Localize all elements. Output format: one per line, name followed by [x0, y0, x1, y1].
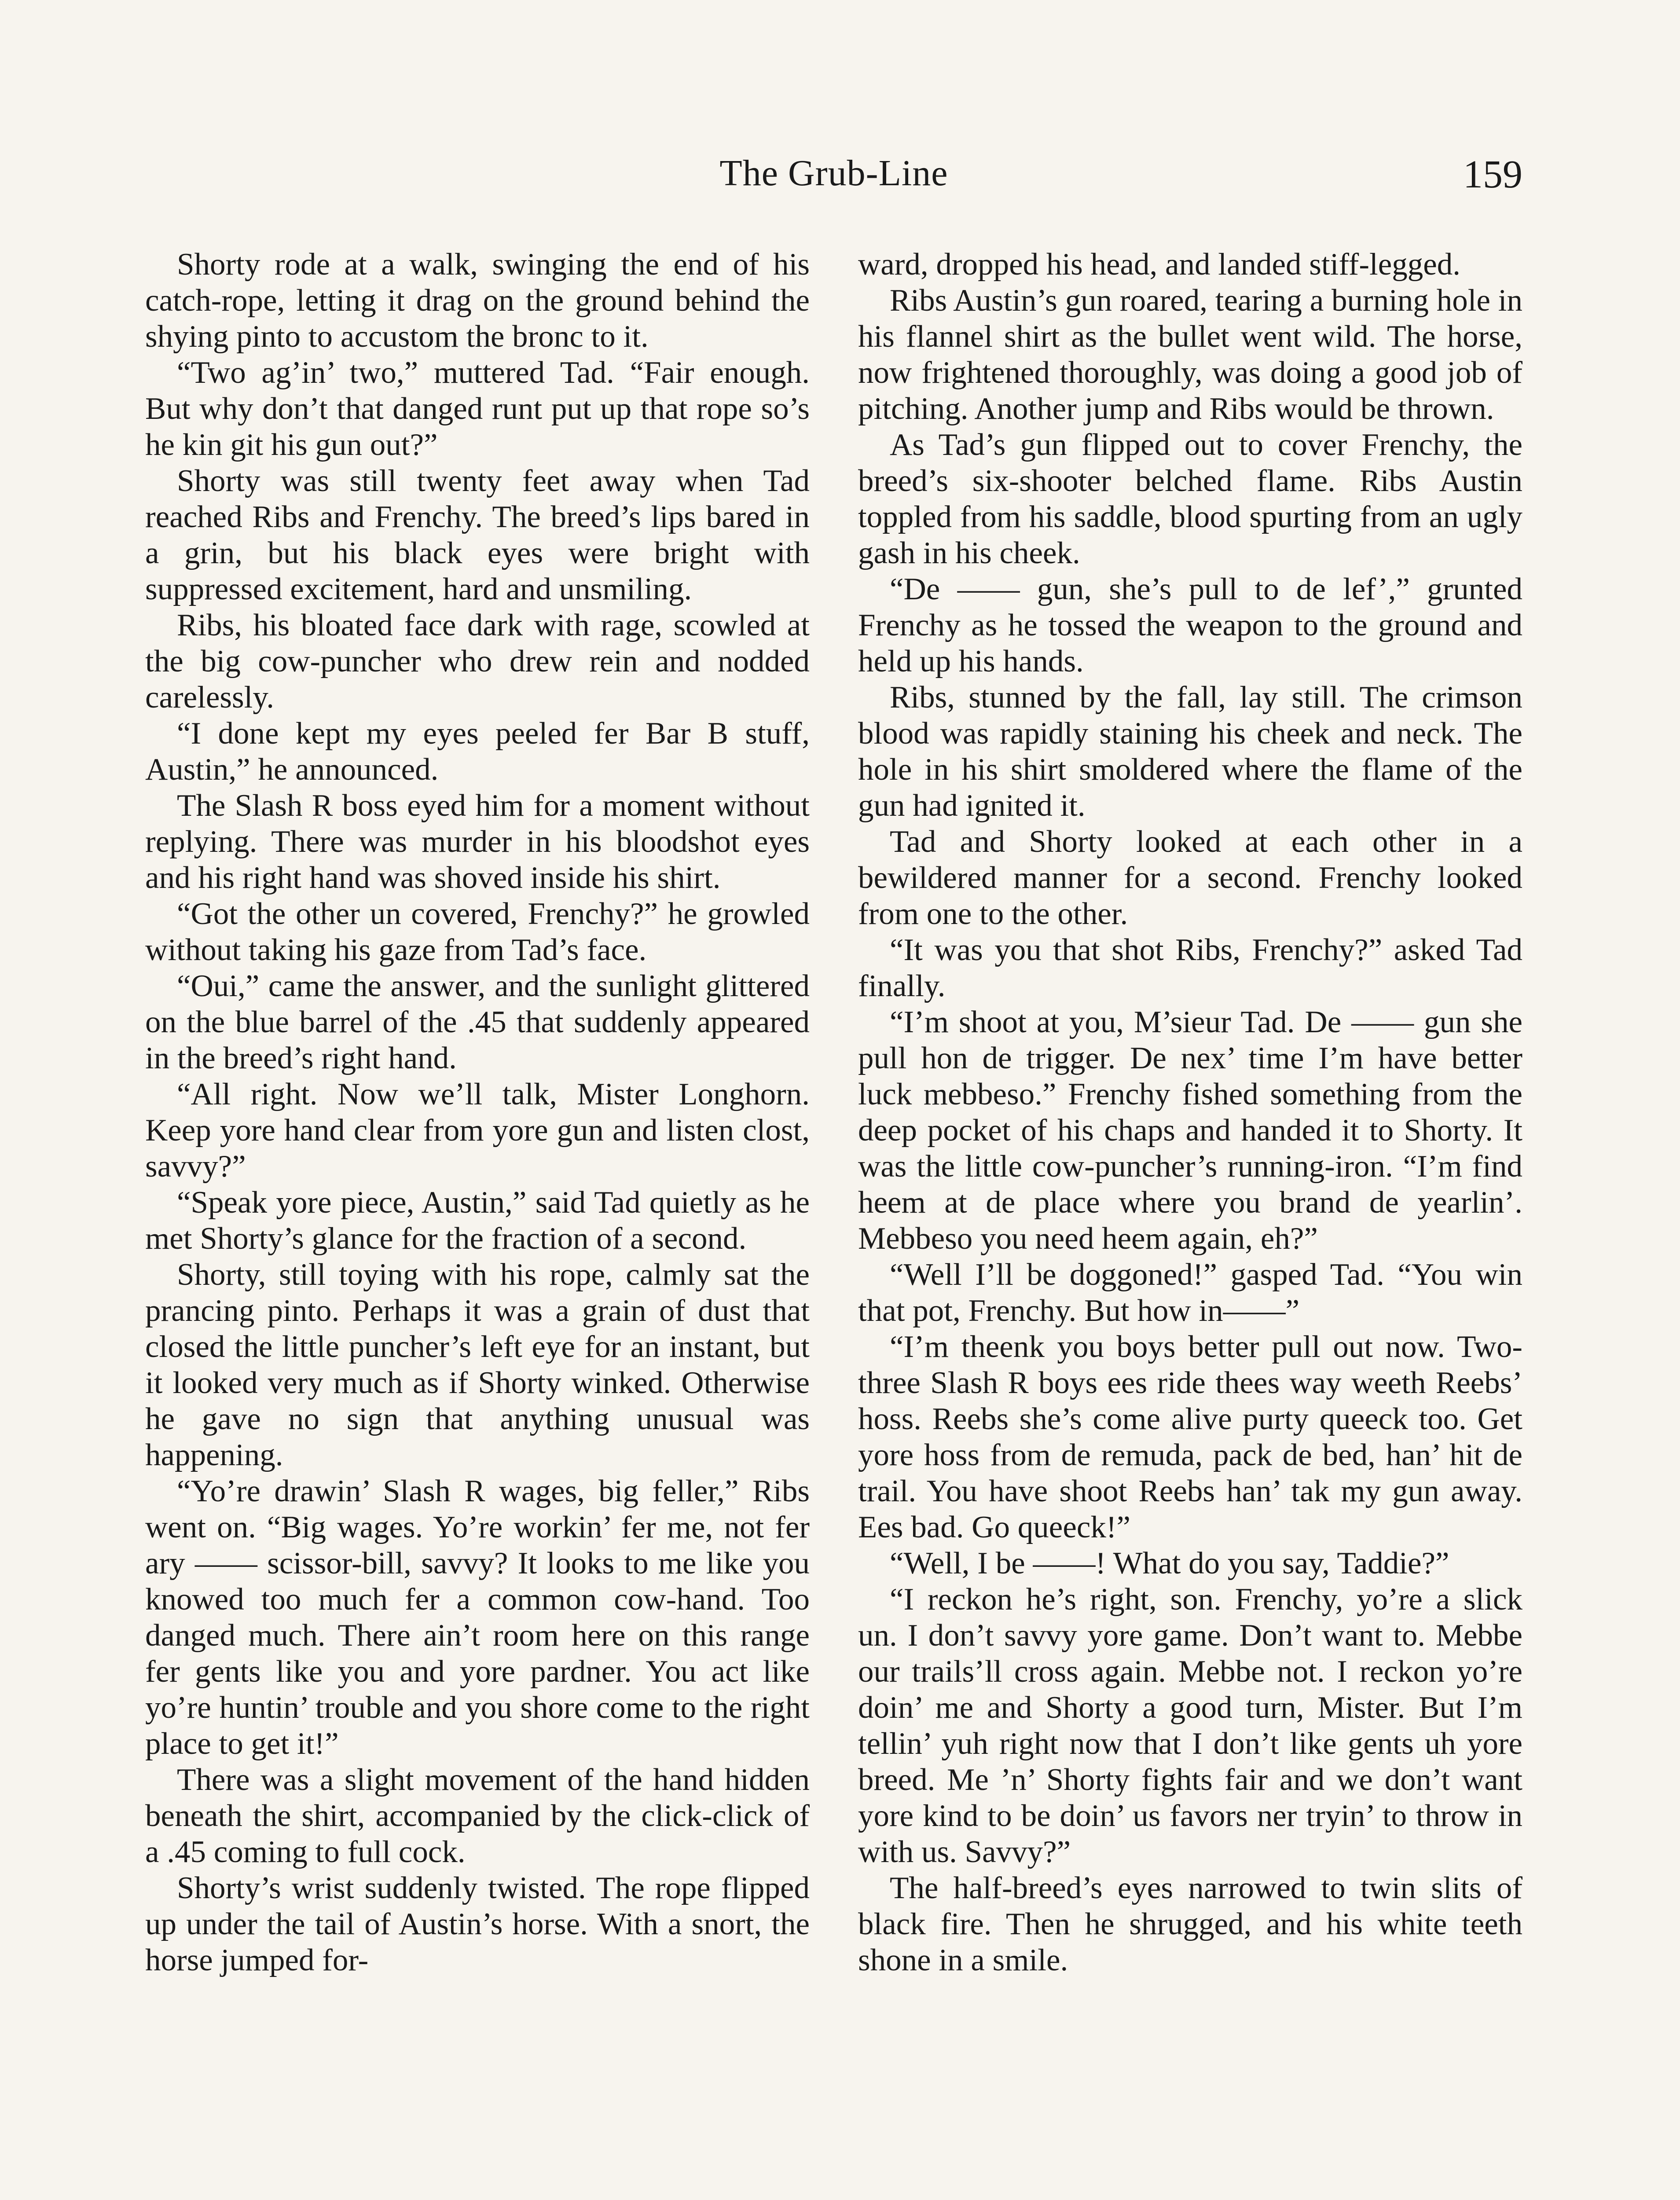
paragraph: Ribs, his bloated face dark with rage, scowled at the big cow-puncher who drew rein and nodded carelessly.	[145, 608, 810, 715]
paragraph: “It was you that shot Ribs, Frenchy?” asked Tad finally.	[858, 933, 1522, 1003]
paragraph: “Yo’re drawin’ Slash R wages, big feller,” Ribs went on. “Big wages. Yo’re workin’ fer me, not fer ary —— scissor-bill, savvy? It looks to me like you knowed too much fer a common cow-hand. Too danged much. There ain’t room here on this range fer gents like you and yore pardner. You act like yo’re huntin’ trouble and you shore come to the right place to get it!”	[145, 1474, 810, 1761]
paragraph: “Well, I be ——! What do you say, Taddie?”	[890, 1546, 1449, 1580]
paragraph: Shorty rode at a walk, swinging the end of his catch-rope, letting it drag on the ground behind the shying pinto to accustom the bronc to it.	[145, 247, 810, 354]
paragraph: As Tad’s gun flipped out to cover Frenchy, the breed’s six-shooter belched flame. Ribs Austin toppled from his saddle, blood spurting from an ugly gash in his cheek.	[858, 428, 1522, 570]
paragraph: Ribs Austin’s gun roared, tearing a burning hole in his flannel shirt as the bullet went wild. The horse, now frightened thoroughly, was doing a good job of pitching. Another jump and Ribs would be thrown.	[858, 283, 1522, 426]
paragraph: The half-breed’s eyes narrowed to twin slits of black fire. Then he shrugged, and his white teeth shone in a smile.	[858, 1871, 1522, 1977]
paragraph: “I’m theenk you boys better pull out now. Two-three Slash R boys ees ride thees way weeth Reebs’ hoss. Reebs she’s come alive purty queeck too. Get yore hoss from de remuda, pack de bed, han’ hit de trail. You have shoot Reebs han’ tak my gun away. Ees bad. Go queeck!”	[858, 1330, 1522, 1544]
paragraph: “Well I’ll be doggoned!” gasped Tad. “You win that pot, Frenchy. But how in——”	[858, 1258, 1522, 1328]
paragraph: “De —— gun, she’s pull to de lef’,” grunted Frenchy as he tossed the weapon to the ground and held up his hands.	[858, 572, 1522, 678]
paragraph: The Slash R boss eyed him for a moment without replying. There was murder in his bloodshot eyes and his right hand was shoved inside his shirt.	[145, 788, 810, 895]
paragraph: Ribs, stunned by the fall, lay still. The crimson blood was rapidly staining his cheek and neck. The hole in his shirt smoldered where the flame of the gun had ignited it.	[858, 680, 1522, 823]
paragraph: “I reckon he’s right, son. Frenchy, yo’re a slick un. I don’t savvy yore game. Don’t want to. Mebbe our trails’ll cross again. Mebbe not. I reckon yo’re doin’ me and Shorty a good turn, Mister. But I’m tellin’ yuh right now that I don’t like gents uh yore breed. Me ’n’ Shorty fights fair and we don’t want yore kind to be doin’ us favors ner tryin’ to throw in with us. Savvy?”	[858, 1582, 1522, 1869]
paragraph: “Got the other un covered, Frenchy?” he growled without taking his gaze from Tad’s face.	[145, 897, 810, 967]
paragraph: Tad and Shorty looked at each other in a bewildered manner for a second. Frenchy looked from one to the other.	[858, 825, 1522, 931]
page-number: 159	[1463, 153, 1522, 196]
paragraph: Shorty was still twenty feet away when Tad reached Ribs and Frenchy. The breed’s lips bared in a grin, but his black eyes were bright with suppressed excitement, hard and unsmiling.	[145, 464, 810, 606]
paragraph: “Two ag’in’ two,” muttered Tad. “Fair enough. But why don’t that danged runt put up that rope so’s he kin git his gun out?”	[145, 356, 810, 462]
paragraph: “Oui,” came the answer, and the sunlight glittered on the blue barrel of the .45 that suddenly appeared in the breed’s right hand.	[145, 969, 810, 1075]
running-title: The Grub-Line	[719, 153, 948, 194]
paragraph: “I’m shoot at you, M’sieur Tad. De —— gun she pull hon de trigger. De nex’ time I’m have better luck mebbeso.” Frenchy fished something from the deep pocket of his chaps and handed it to Shorty. It was the little cow-puncher’s running-iron. “I’m find heem at de place where you brand de yearlin’. Mebbeso you need heem again, eh?”	[858, 1005, 1522, 1256]
paragraph: “Speak yore piece, Austin,” said Tad quietly as he met Shorty’s glance for the fraction of a second.	[145, 1185, 810, 1256]
page-header	[145, 152, 1522, 209]
paragraph: “I done kept my eyes peeled fer Bar B stuff, Austin,” he announced.	[145, 716, 810, 787]
paragraph: There was a slight movement of the hand hidden beneath the shirt, accompanied by the click-click of a .45 coming to full cock.	[145, 1763, 810, 1869]
paragraph: “All right. Now we’ll talk, Mister Longhorn. Keep yore hand clear from yore gun and listen clost, savvy?”	[145, 1077, 810, 1184]
paragraph: Shorty, still toying with his rope, calmly sat the prancing pinto. Perhaps it was a grain of dust that closed the little puncher’s left eye for an instant, but it looked very much as if Shorty winked. Otherwise he gave no sign that anything unusual was happening.	[145, 1258, 810, 1472]
paragraph: Shorty’s wrist suddenly twisted. The rope flipped up under the tail of Austin’s horse. With a snort, the horse jumped for-	[145, 1871, 810, 1977]
paragraph-continued: ward, dropped his head, and landed stiff-legged.	[858, 247, 1460, 282]
right-column	[858, 246, 1522, 1978]
left-column	[145, 246, 810, 1978]
